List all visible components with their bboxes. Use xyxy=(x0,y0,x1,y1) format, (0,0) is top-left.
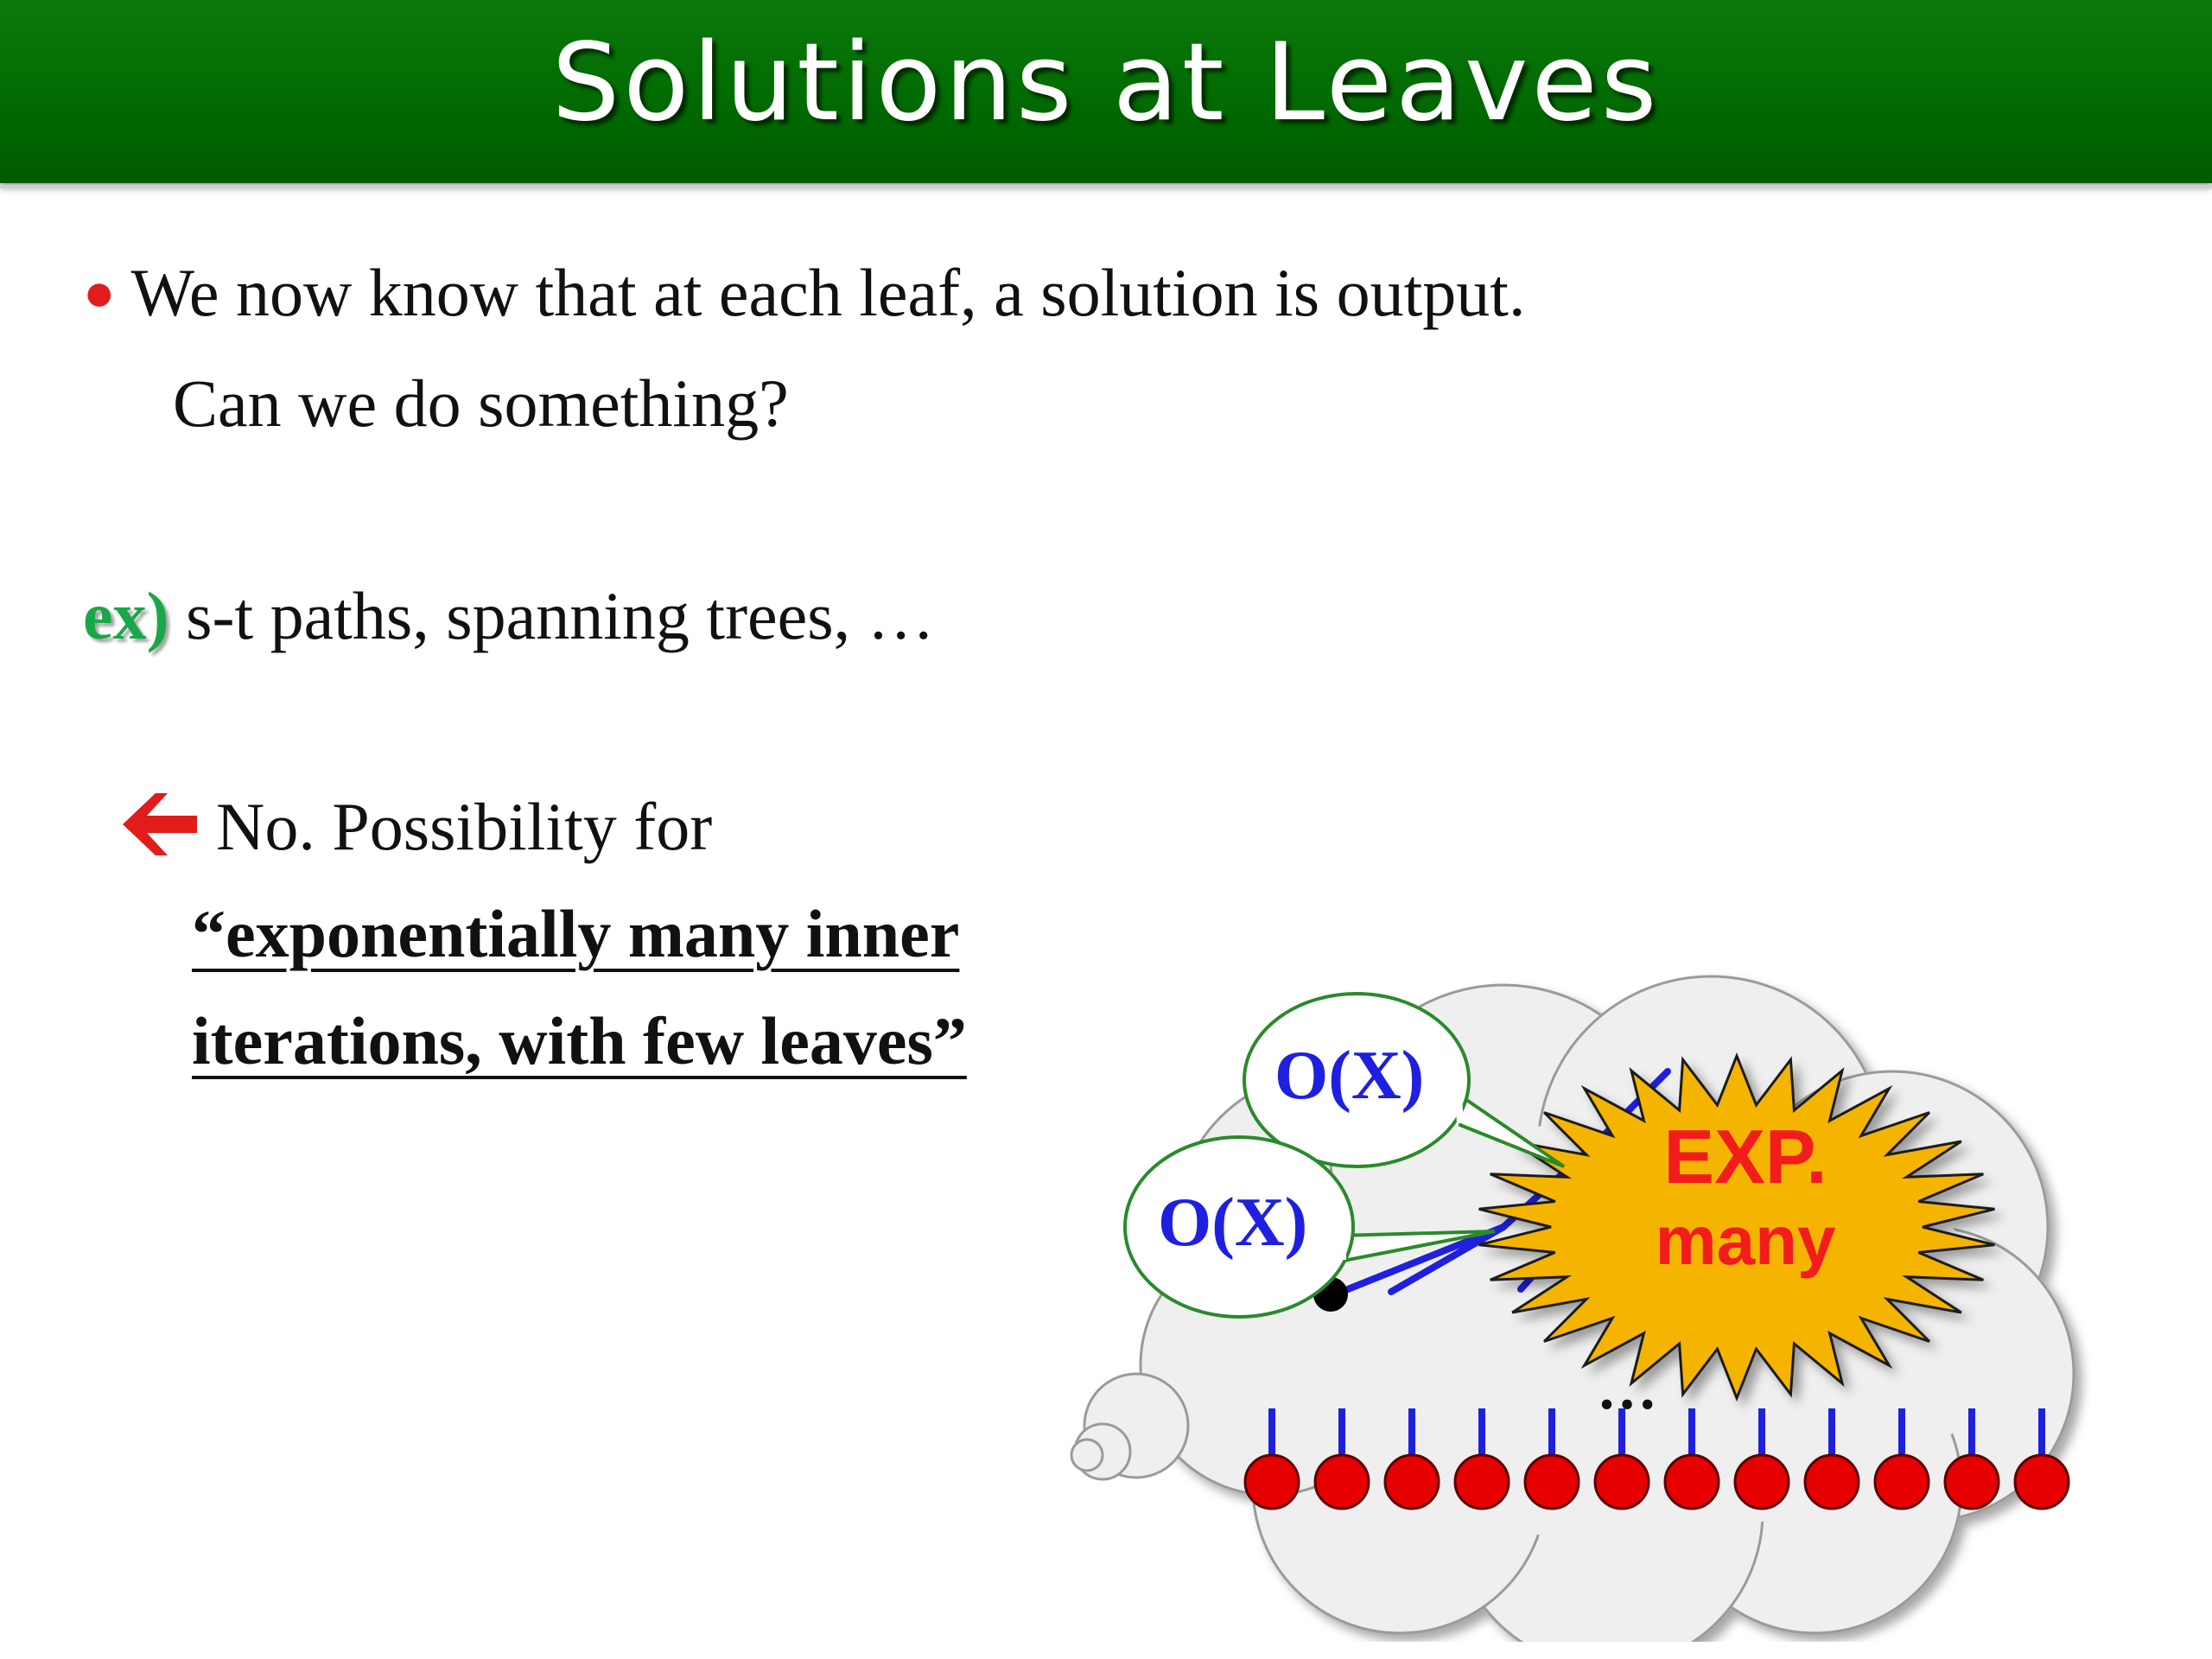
bullet-text-1: We now know that at each leaf, a solution is output. xyxy=(130,255,1526,330)
leaf-node xyxy=(1945,1455,1999,1509)
example-line xyxy=(83,578,935,653)
leaf-node xyxy=(1595,1455,1649,1509)
leaf-node xyxy=(1805,1455,1859,1509)
leaf-node xyxy=(1245,1455,1299,1509)
answer-line: No. Possibility for xyxy=(216,789,713,864)
emphasis-line-2: iterations, with few leaves” xyxy=(192,1003,967,1078)
bullet-line-2: Can we do something? xyxy=(173,365,789,441)
search-tree-figure xyxy=(1054,968,2091,1642)
thought-circles xyxy=(1071,1374,1188,1479)
bullet-line-1 xyxy=(83,255,1526,330)
bullet-dot-icon: ● xyxy=(83,264,116,322)
burst-label-line-1: EXP. xyxy=(1663,1114,1827,1199)
leaf-node xyxy=(1385,1455,1439,1509)
example-label: ex) xyxy=(83,578,169,653)
example-text: s-t paths, spanning trees, … xyxy=(168,578,935,653)
leaf-node xyxy=(1665,1455,1719,1509)
bubble-top-label: O(X) xyxy=(1274,1038,1425,1114)
bubble-bottom-label: O(X) xyxy=(1158,1185,1308,1261)
ellipsis-marker: … xyxy=(1597,1356,1657,1422)
leaf-node xyxy=(1455,1455,1509,1509)
left-arrow-icon xyxy=(123,793,197,855)
leaf-node xyxy=(2015,1455,2069,1509)
leaf-node xyxy=(1315,1455,1369,1509)
burst-label-line-2: many xyxy=(1655,1202,1836,1279)
title-bar xyxy=(0,0,2212,183)
title-underline xyxy=(0,185,2212,188)
slide-title: Solutions at Leaves xyxy=(551,21,1661,145)
leaf-node xyxy=(1735,1455,1789,1509)
leaf-node xyxy=(1525,1455,1579,1509)
emphasis-line-1: “exponentially many inner xyxy=(192,896,960,971)
leaf-node xyxy=(1875,1455,1929,1509)
